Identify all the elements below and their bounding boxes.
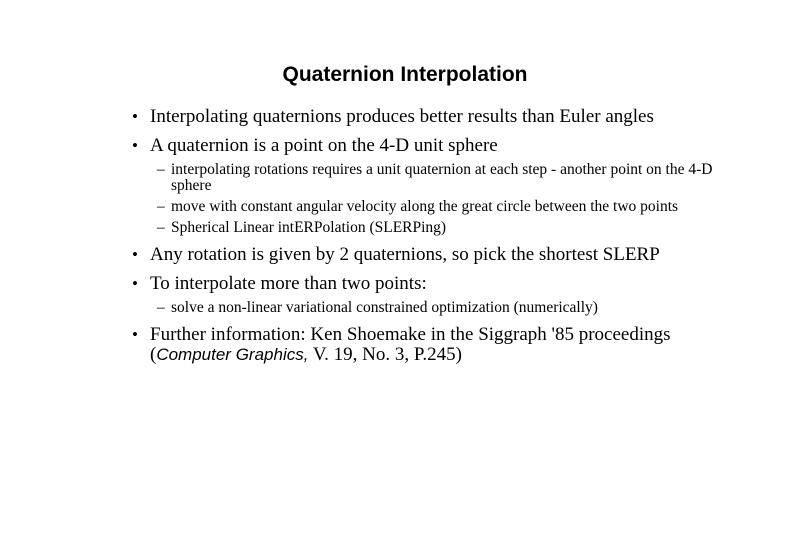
sub-bullet-text: interpolating rotations requires a unit quaternion at each step - another point on the 4-D sphere [171, 161, 713, 194]
bullet-marker: • [132, 107, 138, 126]
sub-bullet-text: move with constant angular velocity along the great circle between the two points [171, 198, 679, 215]
sub-bullet-text: solve a non-linear variational constrained optimization (numerically) [171, 299, 598, 316]
bullet-interpolating-quaternions [132, 107, 732, 127]
bullet-list [132, 107, 732, 365]
sub-bullet-constant-angular-velocity [132, 199, 732, 215]
sub-bullet-text: Spherical Linear intERPolation (SLERPing) [171, 219, 447, 236]
bullet-text: A quaternion is a point on the 4-D unit sphere [150, 135, 498, 156]
bullet-shortest-slerp [132, 245, 732, 265]
sub-bullet-marker: – [157, 219, 165, 236]
bullet-text: Any rotation is given by 2 quaternions, so pick the shortest SLERP [150, 244, 660, 265]
bullet-more-than-two-points [132, 274, 732, 294]
bullet-marker: • [132, 136, 138, 155]
sub-bullet-marker: – [157, 299, 165, 316]
bullet-text: To interpolate more than two points: [150, 273, 427, 294]
bullet-marker: • [132, 274, 138, 293]
bullet-further-information [132, 325, 732, 365]
citation-journal: Computer Graphics, [156, 345, 309, 364]
bullet-quaternion-point [132, 136, 732, 156]
bullet-marker: • [132, 325, 138, 344]
sub-bullet-unit-quaternion-step [132, 162, 732, 194]
bullet-text [150, 324, 671, 365]
sub-bullet-optimization [132, 300, 732, 316]
sub-bullet-slerp [132, 220, 732, 236]
sub-bullet-marker: – [157, 161, 165, 178]
bullet-marker: • [132, 245, 138, 264]
slide-title: Quaternion Interpolation [282, 63, 528, 86]
bullet-text: Interpolating quaternions produces better results than Euler angles [150, 106, 654, 127]
reference-text: Further information: Ken Shoemake in the Siggraph '85 proceedings ( [150, 324, 671, 365]
sub-bullet-marker: – [157, 198, 165, 215]
citation-details: V. 19, No. 3, P.245) [308, 344, 462, 365]
